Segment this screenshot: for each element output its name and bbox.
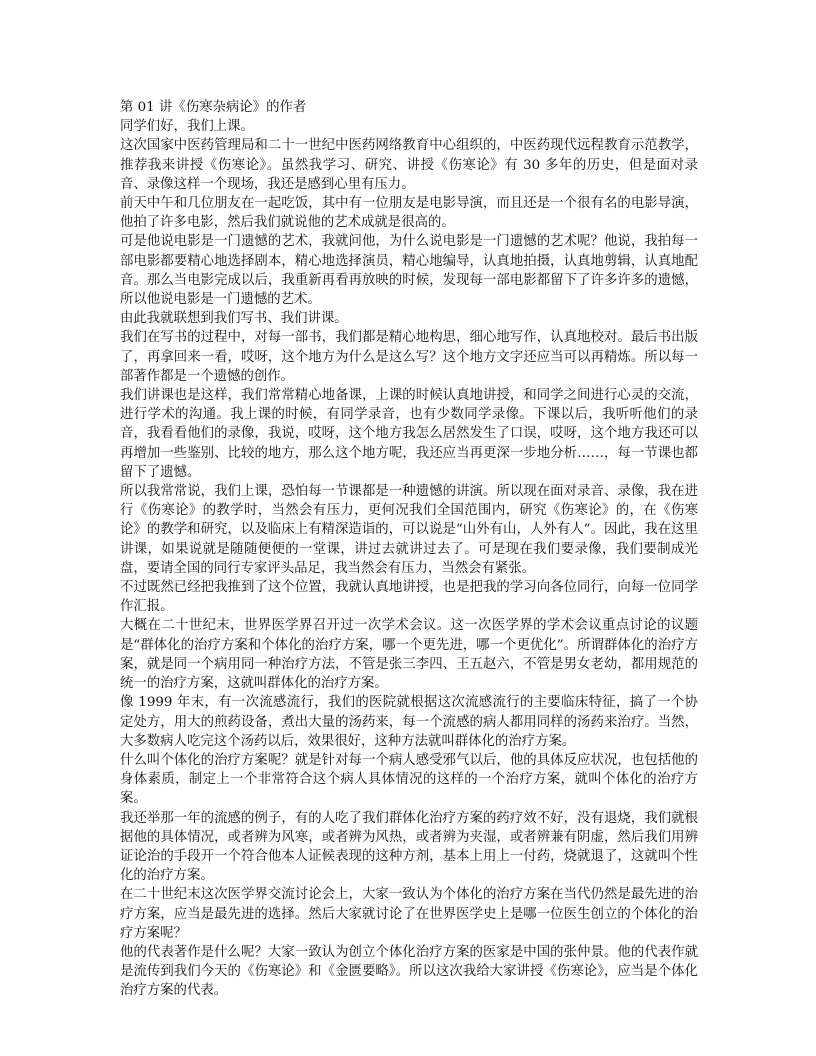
paragraph-12: 什么叫个体化的治疗方案呢？就是针对每一个病人感受邪气以后，他的具体反应状况，也包括他的身体素质，制定上一个非常符合这个病人具体情况的这样的一个治疗方案，就叫个体化的治疗方案。: [120, 752, 698, 807]
paragraph-4: 可是他说电影是一门遗憾的艺术，我就问他，为什么说电影是一门遗憾的艺术呢？他说，我拍每一部电影都要精心地选择剧本，精心地选择演员，精心地编导，认真地拍摄，认真地剪辑，认真地配音。那么当电影完成以后，我重新再看再放映的时候，发现每一部电影都留下了许多许多的遗憾，所以他说电影是一门遗憾的艺术。: [120, 234, 698, 308]
paragraph-1: 同学们好，我们上课。: [120, 119, 254, 135]
paragraph-15: 他的代表著作是什么呢？大家一致认为创立个体化治疗方案的医家是中国的张仲景。他的代表作就是流传到我们今天的《伤寒论》和《金匮要略》。所以这次我给大家讲授《伤寒论》，应当是个体化治疗方案的代表。: [120, 944, 698, 999]
document-page: [120, 98, 698, 1001]
paragraph-7: 我们讲课也是这样，我们常常精心地备课，上课的时候认真地讲授，和同学之间进行心灵的交流，进行学术的沟通。我上课的时候，有同学录音，也有少数同学录像。下课以后，我听听他们的录音，我看看他们的录像，我说，哎呀，这个地方我怎么居然发生了口误，哎呀，这个地方我还可以再增加一些鉴别、比较的地方，那么这个地方呢，我还应当再更深一步地分析……，每一节课也都留下了遗憾。: [120, 388, 698, 480]
paragraph-9: 不过既然已经把我推到了这个位置，我就认真地讲授，也是把我的学习向各位同行，向每一位同学作汇报。: [120, 580, 698, 615]
paragraph-10: 大概在二十世纪末，世界医学界召开过一次学术会议。这一次医学界的学术会议重点讨论的议题是“群体化的治疗方案和个体化的治疗方案，哪一个更先进，哪一个更优化”。所谓群体化的治疗方案，就是同一个病用同一种治疗方法，不管是张三李四、王五赵六，不管是男女老幼，都用规范的统一的治疗方案，这就叫群体化的治疗方案。: [120, 618, 698, 692]
paragraph-11: 像 1999 年末，有一次流感流行，我们的医院就根据这次流感流行的主要临床特征，搞了一个协定处方，用大的煎药设备，煮出大量的汤药来，每一个流感的病人都用同样的汤药来治疗。当然，大多数病人吃完这个汤药以后，效果很好，这种方法就叫群体化的治疗方案。: [120, 695, 698, 749]
lecture-title: 第 01 讲《伤寒杂病论》的作者: [120, 100, 307, 115]
paragraph-14: 在二十世纪末这次医学界交流讨论会上，大家一致认为个体化的治疗方案在当代仍然是最先进的治疗方案，应当是最先进的选择。然后大家就讨论了在世界医学史上是哪一位医生创立的个体化的治疗方案呢？: [120, 887, 698, 941]
paragraph-5: 由此我就联想到我们写书、我们讲课。: [120, 311, 348, 327]
paragraph-13: 我还举那一年的流感的例子，有的人吃了我们群体化治疗方案的药疗效不好，没有退烧，我们就根据他的具体情况，或者辨为风寒，或者辨为风热，或者辨为夹湿，或者辨兼有阴虚，然后我们用辨证论治的手段开一个符合他本人证候表现的这种方剂，基本上用上一付药，烧就退了，这就叫个性化的治疗方案。: [120, 810, 698, 884]
paragraph-6: 我们在写书的过程中，对每一部书，我们都是精心地构思，细心地写作，认真地校对。最后书出版了，再拿回来一看，哎呀，这个地方为什么是这么写？这个地方文字还应当可以再精炼。所以每一部著作都是一个遗憾的创作。: [120, 330, 698, 384]
paragraph-3: 前天中午和几位朋友在一起吃饭，其中有一位朋友是电影导演，而且还是一个很有名的电影导演，他拍了许多电影，然后我们就说他的艺术成就是很高的。: [120, 196, 698, 231]
paragraph-8: 所以我常常说，我们上课，恐怕每一节课都是一种遗憾的讲演。所以现在面对录音、录像，我在进行《伤寒论》的教学时，当然会有压力，更何况我们全国范围内，研究《伤寒论》的，在《伤寒论》的教学和研究，以及临床上有精深造诣的，可以说是“山外有山，人外有人”。因此，我在这里讲课，如果说就是随随便便的一堂课，讲过去就讲过去了。可是现在我们要录像，我们要制成光盘，要请全国的同行专家评头品足，我当然会有压力，当然会有紧张。: [120, 484, 698, 576]
paragraph-2: 这次国家中医药管理局和二十一世纪中医药网络教育中心组织的，中医药现代远程教育示范教学，推荐我来讲授《伤寒论》。虽然我学习、研究、讲授《伤寒论》有 30 多年的历史，但是面对录音、录像这样一个现场，我还是感到心里有压力。: [120, 138, 698, 192]
